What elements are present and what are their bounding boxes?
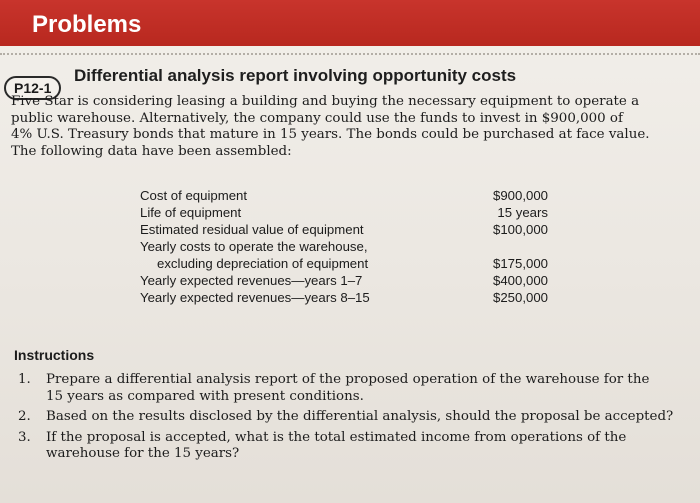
data-value: $250,000 [492, 290, 548, 305]
instruction-line: 15 years as compared with present conditions. [46, 388, 364, 404]
problem-number-badge: P12-1 [4, 76, 61, 100]
data-row [140, 289, 560, 306]
assembled-data-table [140, 187, 560, 306]
description-line: 4% U.S. Treasury bonds that mature in 15 years. The bonds could be purchased at face value. [11, 127, 650, 142]
data-value: $900,000 [492, 188, 548, 203]
data-value: $400,000 [492, 273, 548, 288]
description-line: The following data have been assembled: [11, 143, 292, 159]
data-value: 15 years [497, 205, 548, 220]
section-banner [0, 0, 700, 46]
instruction-number: 2. [18, 409, 31, 424]
instruction-number: 3. [18, 429, 31, 445]
data-label: Estimated residual value of equipment [140, 222, 364, 237]
dotted-divider [0, 53, 700, 55]
instructions-list [14, 372, 690, 467]
data-label: Yearly costs to operate the warehouse, [140, 239, 368, 254]
instructions-heading: Instructions [14, 347, 95, 363]
data-label: Yearly expected revenues—years 1–7 [140, 273, 363, 288]
data-label: Yearly expected revenues—years 8–15 [140, 290, 370, 305]
problem-description [11, 94, 691, 160]
data-row [140, 204, 560, 221]
data-row [140, 272, 560, 289]
data-row [140, 238, 560, 255]
instruction-line: If the proposal is accepted, what is the total estimated income from operations of the [46, 429, 627, 445]
instruction-line: warehouse for the 15 years? [46, 446, 240, 461]
instruction-number: 1. [18, 372, 31, 387]
data-value: $100,000 [492, 222, 548, 237]
data-label: excluding depreciation of equipment [157, 256, 369, 271]
data-label: Cost of equipment [140, 188, 248, 203]
instruction-item [14, 430, 690, 463]
instruction-line: Prepare a differential analysis report of the proposed operation of the warehouse for the [46, 372, 650, 387]
instruction-line: Based on the results disclosed by the differential analysis, should the proposal be accepted? [46, 409, 674, 424]
description-line: public warehouse. Alternatively, the company could use the funds to invest in $900,000 of [11, 110, 623, 126]
data-value: $175,000 [492, 256, 548, 271]
data-row [140, 255, 560, 272]
instruction-item [14, 372, 690, 405]
section-title: Problems [32, 11, 142, 38]
instruction-item [14, 409, 690, 426]
data-row [140, 221, 560, 238]
data-label: Life of equipment [140, 205, 242, 220]
data-row [140, 187, 560, 204]
description-line: Five Star is considering leasing a building and buying the necessary equipment to operate a [11, 94, 640, 109]
problem-title: Differential analysis report involving opportunity costs [74, 66, 517, 85]
